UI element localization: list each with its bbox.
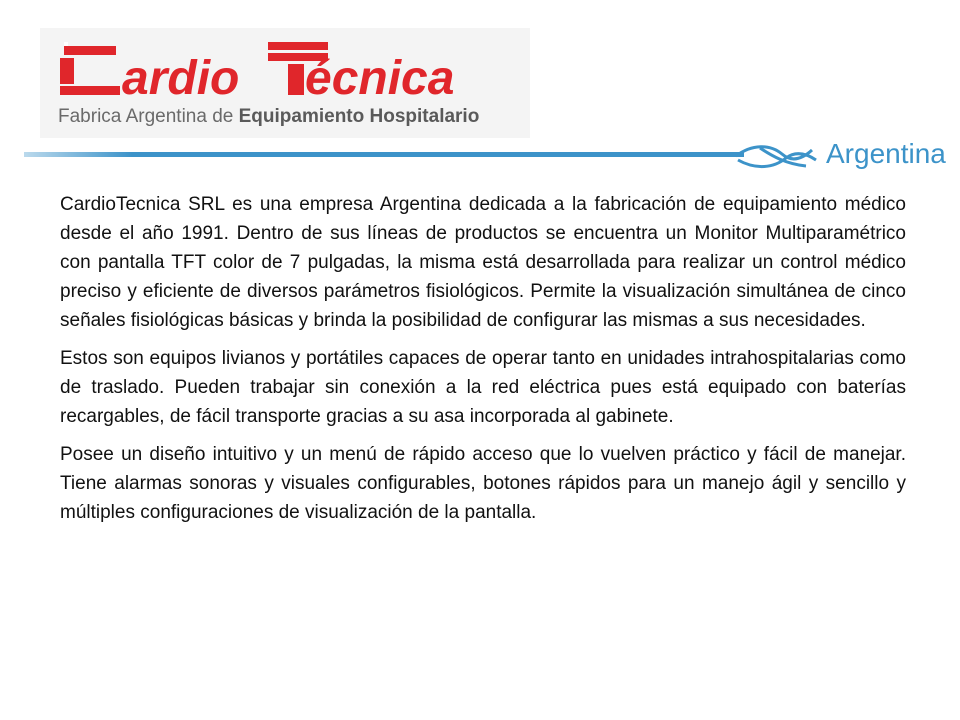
logo-text-ecnica: écnica	[305, 52, 455, 105]
wave-icon	[736, 147, 816, 167]
description-body	[60, 190, 906, 536]
logo-text-ardio: ardio	[122, 52, 240, 105]
paragraph-1: CardioTecnica SRL es una empresa Argentina dedicada a la fabricación de equipamiento médico desde el año 1991. Dentro de sus líneas de productos se encuentra un Monitor Multiparamétrico con pantalla TFT color de 7 pulgadas, la misma está desarrollada para realizar un control médico preciso y eficiente de diversos parámetros fisiológicos. Permite la visualización simultánea de cinco señales fisiológicas básicas y brinda la posibilidad de configurar las mismas a sus necesidades.	[60, 194, 906, 331]
c-stripes-icon	[60, 42, 120, 95]
logo-subtitle	[58, 106, 479, 128]
blue-banner	[0, 130, 960, 180]
paragraph-3: Posee un diseño intuitivo y un menú de rápido acceso que lo vuelven práctico y fácil de manejar. Tiene alarmas sonoras y visuales configurables, botones rápidos para un manejo ágil y sencillo y múltiples configuraciones de visualización de la pantalla.	[60, 444, 906, 523]
argentina-label: Argentina	[826, 138, 946, 169]
paragraph-2: Estos son equipos livianos y portátiles capaces de operar tanto en unidades intrahospitalarias como de traslado. Pueden trabajar sin conexión a la red eléctrica pues está equipado con baterías recargables, de fácil transporte gracias a su asa incorporada al gabinete.	[60, 348, 906, 427]
cardio-tecnica-logo	[40, 28, 480, 108]
subtitle-plain: Fabrica Argentina de	[58, 106, 239, 127]
subtitle-bold: Equipamiento Hospitalario	[238, 106, 480, 127]
